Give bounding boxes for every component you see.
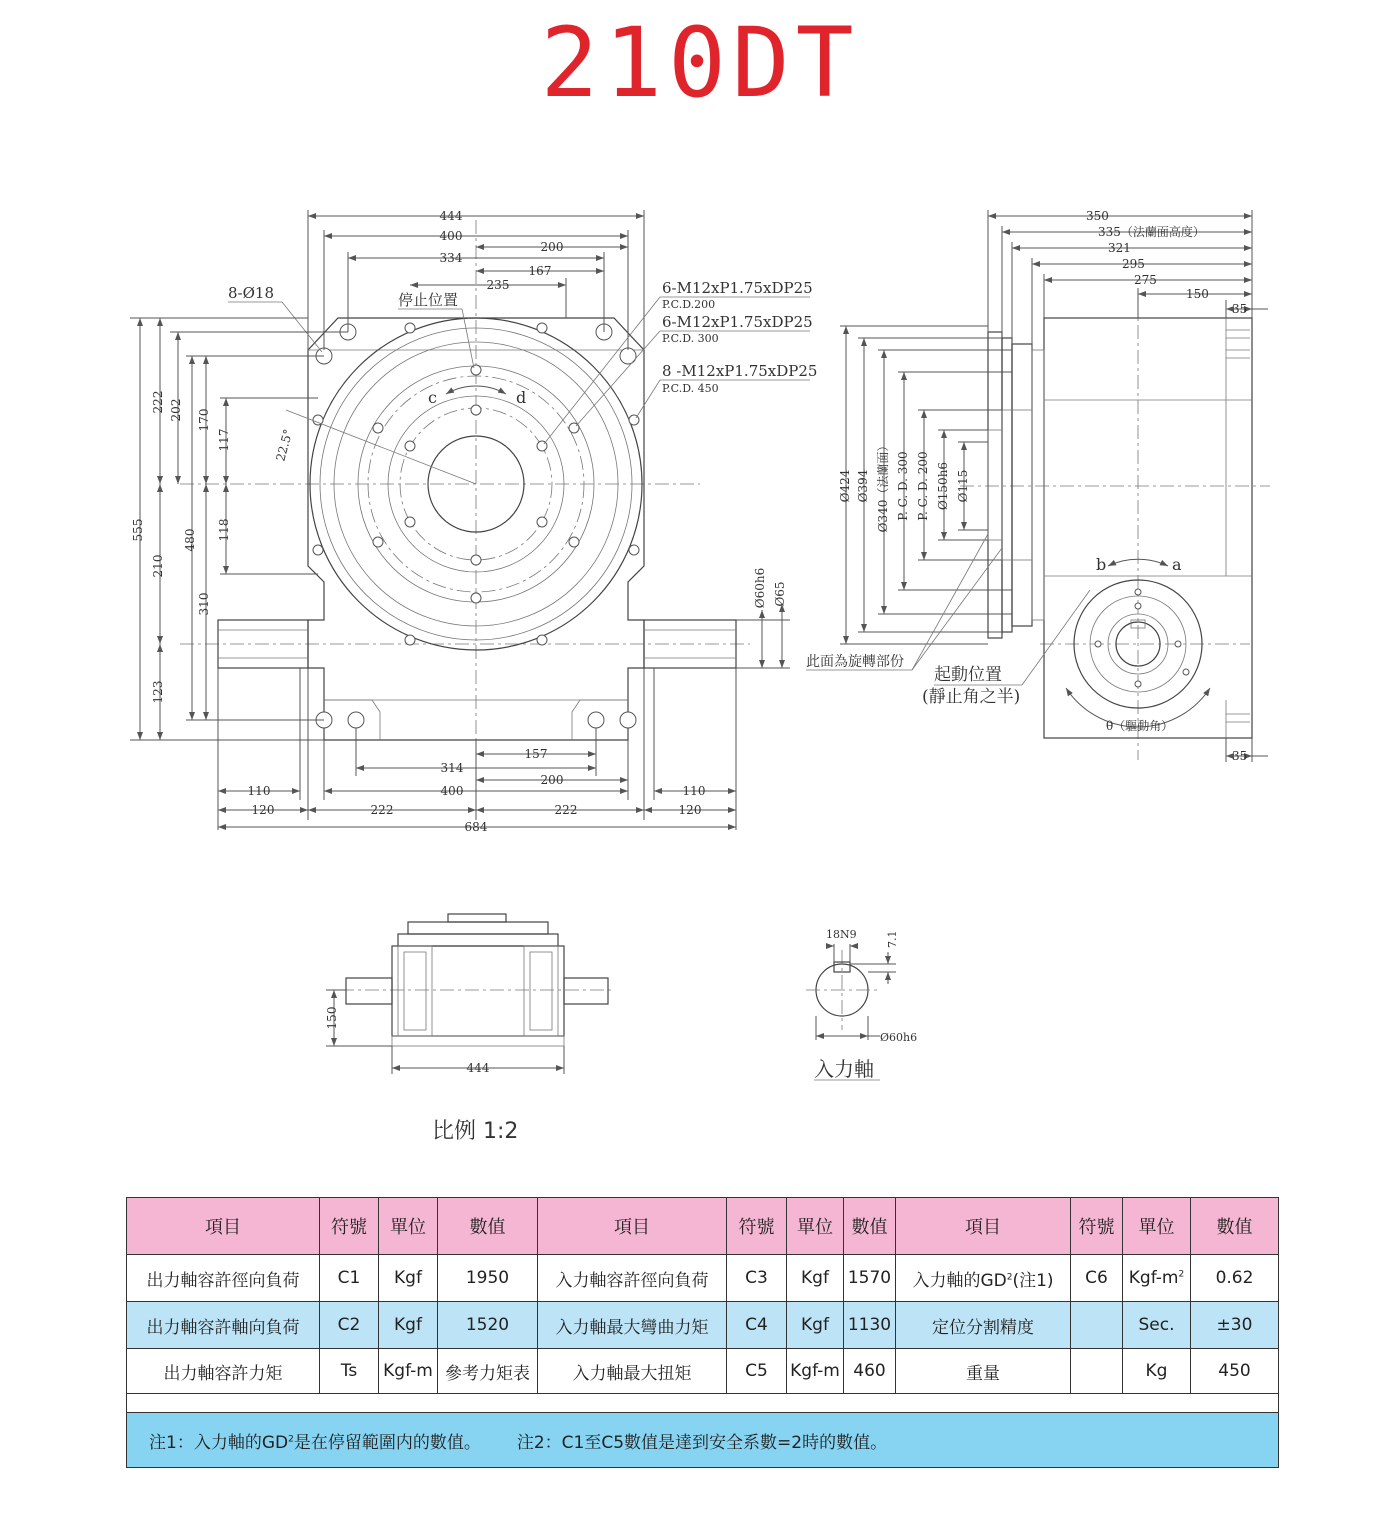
header-unit: 單位 [787, 1198, 844, 1255]
table-row [127, 1302, 1279, 1349]
table-header-row [127, 1198, 1279, 1255]
header-item: 項目 [538, 1198, 727, 1255]
dim-110-right: 110 [682, 784, 706, 798]
bottom-housing [392, 946, 564, 1036]
table-cell [1123, 1255, 1191, 1302]
callout-2-spec: 6-M12xP1.75xDP25 [662, 313, 813, 331]
bottom-view [325, 914, 612, 1075]
note-1-suffix: 是在停留範圍内的數值。 [293, 1432, 481, 1453]
dim-123: 123 [151, 680, 165, 704]
callout-2-pcd: P.C.D. 300 [662, 332, 719, 345]
dim-120-left: 120 [251, 803, 275, 817]
side-dim-340: Ø340（法蘭面） [876, 439, 890, 533]
side-dim-150: 150 [1186, 287, 1209, 301]
table-cell: Kgf [787, 1302, 844, 1349]
side-dim-321: 321 [1108, 241, 1131, 255]
header-symbol: 符號 [1071, 1198, 1123, 1255]
dim-222-right: 222 [554, 803, 578, 817]
header-value: 數值 [438, 1198, 538, 1255]
table-cell: 重量 [896, 1349, 1071, 1394]
callout-3-pcd: P.C.D. 450 [662, 382, 719, 395]
dim-117: 117 [217, 428, 231, 452]
start-position-label: 起動位置 [934, 665, 1002, 685]
note-2: 注2：C1至C5數值是達到安全系數=2時的數值。 [516, 1432, 888, 1453]
unit-superscript: 2 [1178, 1269, 1185, 1280]
table-cell: 入力軸最大扭矩 [538, 1349, 727, 1394]
dim-400-bottom: 400 [440, 784, 464, 798]
drive-angle-label: θ（驅動角） [1106, 719, 1174, 733]
dim-334: 334 [439, 251, 463, 265]
table-cell: 定位分割精度 [896, 1302, 1071, 1349]
table-cell [1071, 1349, 1123, 1394]
table-cell: Kgf [379, 1255, 438, 1302]
header-unit: 單位 [379, 1198, 438, 1255]
callout-1-pcd: P.C.D.200 [662, 298, 716, 311]
side-dim-394: Ø394 [856, 469, 870, 503]
dim-314: 314 [440, 761, 464, 775]
notes-cell [127, 1413, 1279, 1468]
keyway-label: 18N9 [826, 928, 857, 941]
table-cell: 1520 [438, 1302, 538, 1349]
shaft-detail [806, 928, 917, 1081]
header-symbol: 符號 [727, 1198, 787, 1255]
header-item: 項目 [896, 1198, 1071, 1255]
header-symbol: 符號 [320, 1198, 379, 1255]
dim-222: 222 [151, 390, 165, 414]
key-depth-label: 7.1 [886, 930, 899, 948]
direction-c-label: c [428, 388, 437, 407]
callout-1-spec: 6-M12xP1.75xDP25 [662, 279, 813, 297]
rotating-part-label: 此面為旋轉部份 [806, 654, 904, 670]
side-dim-35-top: 35 [1232, 302, 1248, 316]
table-cell: ±30 [1191, 1302, 1279, 1349]
table-cell: 450 [1191, 1349, 1279, 1394]
table-spacer-row [127, 1394, 1279, 1413]
note-1: 注1：入力軸的GD [149, 1432, 289, 1453]
dim-202: 202 [169, 398, 183, 422]
table-cell: 1130 [844, 1302, 896, 1349]
table-cell: Kgf [379, 1302, 438, 1349]
bottom-dim-150: 150 [325, 1006, 339, 1030]
table-cell: C5 [727, 1349, 787, 1394]
dim-555: 555 [131, 518, 145, 542]
table-cell: 460 [844, 1349, 896, 1394]
side-dim-424: Ø424 [838, 469, 852, 503]
dim-120-right: 120 [678, 803, 702, 817]
dim-170: 170 [197, 408, 211, 432]
side-dim-335: 335（法蘭面高度） [1098, 225, 1205, 239]
gd-note-ref: (注1) [1012, 1270, 1054, 1291]
dim-444: 444 [439, 209, 463, 223]
table-cell: 入力軸最大彎曲力矩 [538, 1302, 727, 1349]
input-shaft-label: 入力軸 [814, 1057, 874, 1081]
header-value: 數值 [1191, 1198, 1279, 1255]
start-position-note: (靜止角之半) [922, 687, 1021, 707]
table-cell [1071, 1302, 1123, 1349]
header-unit: 單位 [1123, 1198, 1191, 1255]
table-cell: Kg [1123, 1349, 1191, 1394]
dim-157: 157 [524, 747, 548, 761]
side-dim-150h6: Ø150h6 [936, 461, 950, 511]
dim-210: 210 [151, 554, 165, 578]
table-cell: Kgf-m [379, 1349, 438, 1394]
table-cell: Kgf-m [787, 1349, 844, 1394]
table-note-row [127, 1413, 1279, 1468]
side-dim-pcd200: P. C. D. 200 [916, 451, 930, 521]
dim-167: 167 [528, 264, 552, 278]
side-dim-115: Ø115 [956, 469, 970, 503]
gd-superscript: 2 [1006, 1271, 1013, 1282]
dim-684: 684 [464, 820, 488, 834]
header-value: 數值 [844, 1198, 896, 1255]
table-cell: 1570 [844, 1255, 896, 1302]
front-view [130, 209, 817, 834]
scale-label: 比例 1:2 [432, 1119, 519, 1144]
table-cell: 1950 [438, 1255, 538, 1302]
unit-label: Kgf-m [1128, 1268, 1179, 1288]
dim-200-bottom: 200 [540, 773, 564, 787]
dim-400: 400 [439, 229, 463, 243]
callout-3-spec: 8 -M12xP1.75xDP25 [662, 362, 818, 380]
angle-label: 22.5° [273, 427, 296, 463]
table-cell: C2 [320, 1302, 379, 1349]
note-1-superscript: 2 [288, 1433, 294, 1444]
side-dim-295: 295 [1122, 257, 1145, 271]
side-dim-35-bottom: 35 [1232, 749, 1248, 763]
page-title: 210DT [540, 7, 860, 119]
table-row [127, 1349, 1279, 1394]
holes-label: 8-Ø18 [228, 284, 274, 302]
side-housing [1044, 318, 1252, 738]
table-cell: 出力軸容許徑向負荷 [127, 1255, 320, 1302]
header-item: 項目 [127, 1198, 320, 1255]
dim-200: 200 [540, 240, 564, 254]
shaft-diameter-label: Ø60h6 [880, 1031, 918, 1044]
table-cell: 出力軸容許力矩 [127, 1349, 320, 1394]
dim-110-left: 110 [247, 784, 271, 798]
table-cell: C6 [1071, 1255, 1123, 1302]
table-cell [896, 1255, 1071, 1302]
dim-480: 480 [183, 528, 197, 552]
bottom-dim-444: 444 [466, 1061, 490, 1075]
side-dim-275: 275 [1134, 273, 1157, 287]
direction-b-label: b [1096, 555, 1107, 574]
side-dim-pcd300: P. C. D. 300 [896, 451, 910, 521]
table-cell: C1 [320, 1255, 379, 1302]
dim-235: 235 [486, 278, 510, 292]
table-cell: Kgf [787, 1255, 844, 1302]
table-cell: 出力軸容許軸向負荷 [127, 1302, 320, 1349]
direction-a-label: a [1172, 555, 1182, 574]
table-cell: 0.62 [1191, 1255, 1279, 1302]
dim-222-left: 222 [370, 803, 394, 817]
table-cell: Ts [320, 1349, 379, 1394]
direction-d-label: d [516, 388, 527, 407]
dim-shaft-65: Ø65 [773, 581, 787, 607]
side-dim-350: 350 [1086, 209, 1109, 223]
stop-position-label: 停止位置 [398, 291, 459, 309]
spec-table [126, 1197, 1279, 1468]
dim-310: 310 [197, 592, 211, 616]
dim-118: 118 [217, 518, 231, 542]
dim-shaft-60h6: Ø60h6 [753, 567, 767, 609]
table-cell: Sec. [1123, 1302, 1191, 1349]
table-row [127, 1255, 1279, 1302]
table-cell: 入力軸容許徑向負荷 [538, 1255, 727, 1302]
table-cell: C3 [727, 1255, 787, 1302]
side-view [806, 209, 1270, 763]
table-cell: C4 [727, 1302, 787, 1349]
gd-label: 入力軸的GD [912, 1270, 1007, 1291]
table-cell: 參考力矩表 [438, 1349, 538, 1394]
